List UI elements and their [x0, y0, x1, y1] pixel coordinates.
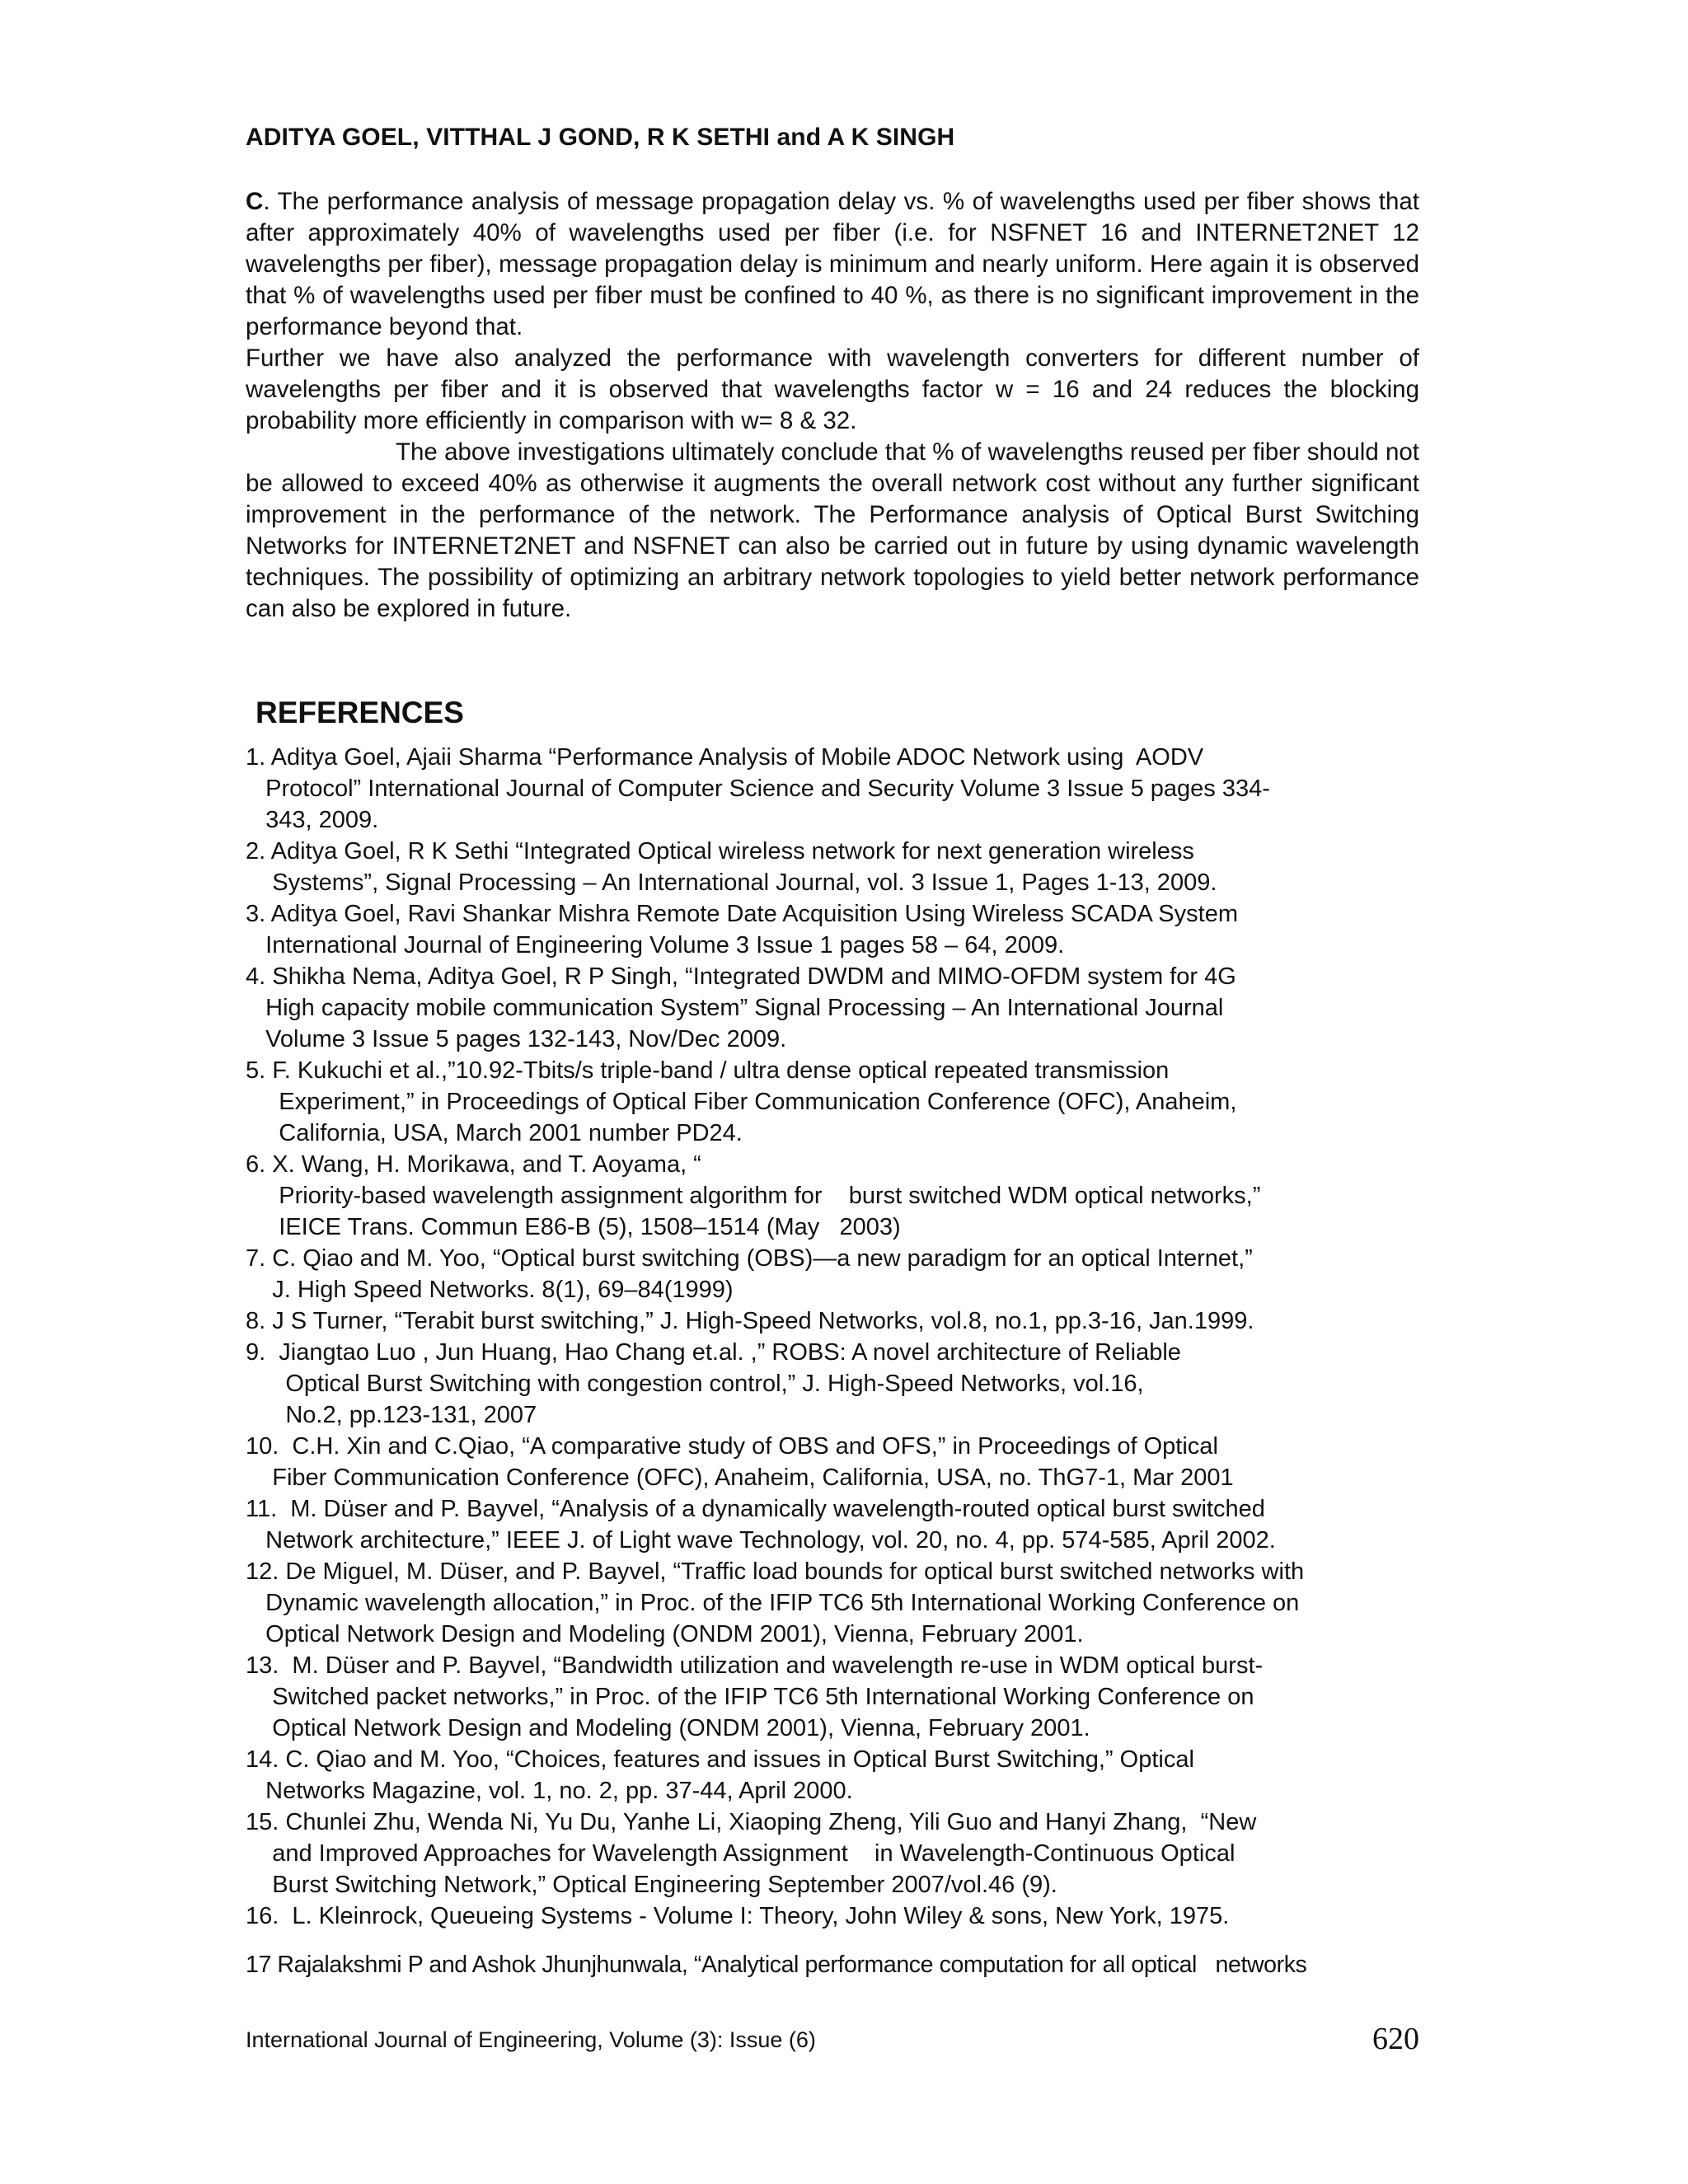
- reference-item: [246, 1337, 1419, 1431]
- reference-line: Burst Switching Network,” Optical Engineering September 2007/vol.46 (9).: [246, 1872, 1057, 1898]
- reference-line: J. High Speed Networks. 8(1), 69–84(1999): [246, 1277, 734, 1303]
- reference-line: Experiment,” in Proceedings of Optical Fiber Communication Conference (OFC), Anaheim,: [246, 1089, 1237, 1115]
- reference-line: California, USA, March 2001 number PD24.: [246, 1120, 743, 1146]
- reference-line: Dynamic wavelength allocation,” in Proc. of the IFIP TC6 5th International Working Conference on: [246, 1590, 1300, 1616]
- reference-item: [246, 1493, 1419, 1556]
- reference-line: 11. M. Düser and P. Bayvel, “Analysis of a dynamically wavelength-routed optical burst switched: [246, 1496, 1265, 1522]
- references-list: [246, 742, 1419, 1932]
- reference-item: [246, 1556, 1419, 1650]
- reference-item: [246, 1055, 1419, 1149]
- reference-line: 16. L. Kleinrock, Queueing Systems - Volume I: Theory, John Wiley & sons, New York, 1975.: [246, 1903, 1230, 1929]
- reference-line: 9. Jiangtao Luo , Jun Huang, Hao Chang et.al. ,” ROBS: A novel architecture of Reliable: [246, 1339, 1181, 1366]
- reference-line: 6. X. Wang, H. Morikawa, and T. Aoyama, “: [246, 1151, 701, 1178]
- reference-item: [246, 742, 1419, 836]
- reference-item: [246, 898, 1419, 961]
- reference-line: 3. Aditya Goel, Ravi Shankar Mishra Remote Date Acquisition Using Wireless SCADA System: [246, 901, 1238, 927]
- reference-line: International Journal of Engineering Volume 3 Issue 1 pages 58 – 64, 2009.: [246, 932, 1065, 958]
- reference-line: 10. C.H. Xin and C.Qiao, “A comparative study of OBS and OFS,” in Proceedings of Optical: [246, 1433, 1218, 1460]
- reference-line: Optical Network Design and Modeling (ONDM 2001), Vienna, February 2001.: [246, 1715, 1090, 1741]
- paragraph-c: [246, 186, 1419, 343]
- reference-line: Network architecture,” IEEE J. of Light wave Technology, vol. 20, no. 4, pp. 574-585, April 2002.: [246, 1527, 1276, 1554]
- paragraph-investigations: The above investigations ultimately conclude that % of wavelengths reused per fiber should not be allowed to exceed 40% as otherwise it augments the overall network cost without any further significant improvement in the performance of the network. The Performance analysis of Optical Burst Switching Networks for INTERNET2NET and NSFNET can also be carried out in future by using dynamic wavelength techniques. The possibility of optimizing an arbitrary network topologies to yield better network performance can also be explored in future.: [246, 438, 1419, 622]
- reference-item: [246, 961, 1419, 1055]
- reference-item: [246, 1744, 1419, 1807]
- reference-line: 7. C. Qiao and M. Yoo, “Optical burst switching (OBS)—a new paradigm for an optical Internet,”: [246, 1245, 1253, 1272]
- reference-item: [246, 1243, 1419, 1305]
- reference-line: 1. Aditya Goel, Ajaii Sharma “Performance Analysis of Mobile ADOC Network using AODV: [246, 744, 1204, 771]
- references-heading: REFERENCES: [256, 696, 464, 729]
- reference-line: 15. Chunlei Zhu, Wenda Ni, Yu Du, Yanhe Li, Xiaoping Zheng, Yili Guo and Hanyi Zhang, “New: [246, 1809, 1257, 1835]
- page-number: 620: [1372, 2022, 1419, 2056]
- paragraph-c-text: . The performance analysis of message propagation delay vs. % of wavelengths used per fiber shows that after approximately 40% of wavelengths used per fiber (i.e. for NSFNET 16 and INTERNET2NET 12 wavelengths per fiber), message propagation delay is minimum and nearly uniform. Here again it is observed that % of wavelengths used per fiber must be confined to 40 %, as there is no significant improvement in the performance beyond that.: [246, 188, 1419, 340]
- reference-line: and Improved Approaches for Wavelength Assignment in Wavelength-Continuous Optical: [246, 1840, 1236, 1867]
- reference-line: 4. Shikha Nema, Aditya Goel, R P Singh, “Integrated DWDM and MIMO-OFDM system for 4G: [246, 963, 1236, 990]
- reference-line: 8. J S Turner, “Terabit burst switching,” J. High-Speed Networks, vol.8, no.1, pp.3-16, Jan.1999.: [246, 1308, 1254, 1334]
- reference-line: No.2, pp.123-131, 2007: [246, 1402, 537, 1428]
- reference-item: [246, 1149, 1419, 1243]
- reference-line: Priority-based wavelength assignment algorithm for burst switched WDM optical networks,”: [246, 1183, 1261, 1209]
- reference-line: 5. F. Kukuchi et al.,”10.92-Tbits/s triple-band / ultra dense optical repeated transmission: [246, 1057, 1170, 1084]
- reference-line: Systems”, Signal Processing – An International Journal, vol. 3 Issue 1, Pages 1-13, 2009.: [246, 869, 1217, 896]
- reference-line: IEICE Trans. Commun E86-B (5), 1508–1514 (May 2003): [246, 1214, 901, 1240]
- reference-item: [246, 1807, 1419, 1900]
- reference-item: [246, 1431, 1419, 1493]
- reference-item: [246, 836, 1419, 898]
- reference-line: Protocol” International Journal of Computer Science and Security Volume 3 Issue 5 pages 334-: [246, 776, 1270, 802]
- reference-line: Optical Burst Switching with congestion control,” J. High-Speed Networks, vol.16,: [246, 1371, 1144, 1397]
- paragraph-converters: Further we have also analyzed the performance with wavelength converters for different number of wavelengths per fiber and it is observed that wavelengths factor w = 16 and 24 reduces the blocking probability more efficiently in comparison with w= 8 & 32.: [246, 344, 1419, 434]
- reference-line: 12. De Miguel, M. Düser, and P. Bayvel, “Traffic load bounds for optical burst switched networks with: [246, 1558, 1305, 1585]
- reference-item: [246, 1650, 1419, 1744]
- reference-line: 2. Aditya Goel, R K Sethi “Integrated Optical wireless network for next generation wireless: [246, 838, 1194, 865]
- reference-line: Networks Magazine, vol. 1, no. 2, pp. 37-44, April 2000.: [246, 1778, 853, 1804]
- reference-item-17: 17 Rajalakshmi P and Ashok Jhunjhunwala, “Analytical performance computation for all optical networks: [246, 1952, 1307, 1978]
- page-footer: [246, 2021, 1419, 2062]
- reference-line: Switched packet networks,” in Proc. of the IFIP TC6 5th International Working Conference on: [246, 1684, 1254, 1710]
- conclusion-body: [246, 186, 1419, 625]
- reference-line: High capacity mobile communication System” Signal Processing – An International Journal: [246, 995, 1224, 1021]
- running-header-authors: ADITYA GOEL, VITTHAL J GOND, R K SETHI and A K SINGH: [246, 124, 955, 151]
- reference-item: [246, 1900, 1419, 1932]
- reference-line: 343, 2009.: [246, 807, 379, 833]
- footer-journal: International Journal of Engineering, Volume (3): Issue (6): [246, 2027, 816, 2052]
- reference-line: Fiber Communication Conference (OFC), Anaheim, California, USA, no. ThG7-1, Mar 2001: [246, 1465, 1234, 1491]
- reference-line: Optical Network Design and Modeling (ONDM 2001), Vienna, February 2001.: [246, 1621, 1084, 1647]
- reference-line: Volume 3 Issue 5 pages 132-143, Nov/Dec 2009.: [246, 1026, 787, 1052]
- reference-line: 13. M. Düser and P. Bayvel, “Bandwidth utilization and wavelength re-use in WDM optical burst-: [246, 1652, 1264, 1679]
- page-content: [246, 124, 1419, 1979]
- paragraph-lead-letter: C: [246, 188, 264, 215]
- reference-item: [246, 1305, 1419, 1337]
- reference-line: 14. C. Qiao and M. Yoo, “Choices, features and issues in Optical Burst Switching,” Optical: [246, 1746, 1194, 1773]
